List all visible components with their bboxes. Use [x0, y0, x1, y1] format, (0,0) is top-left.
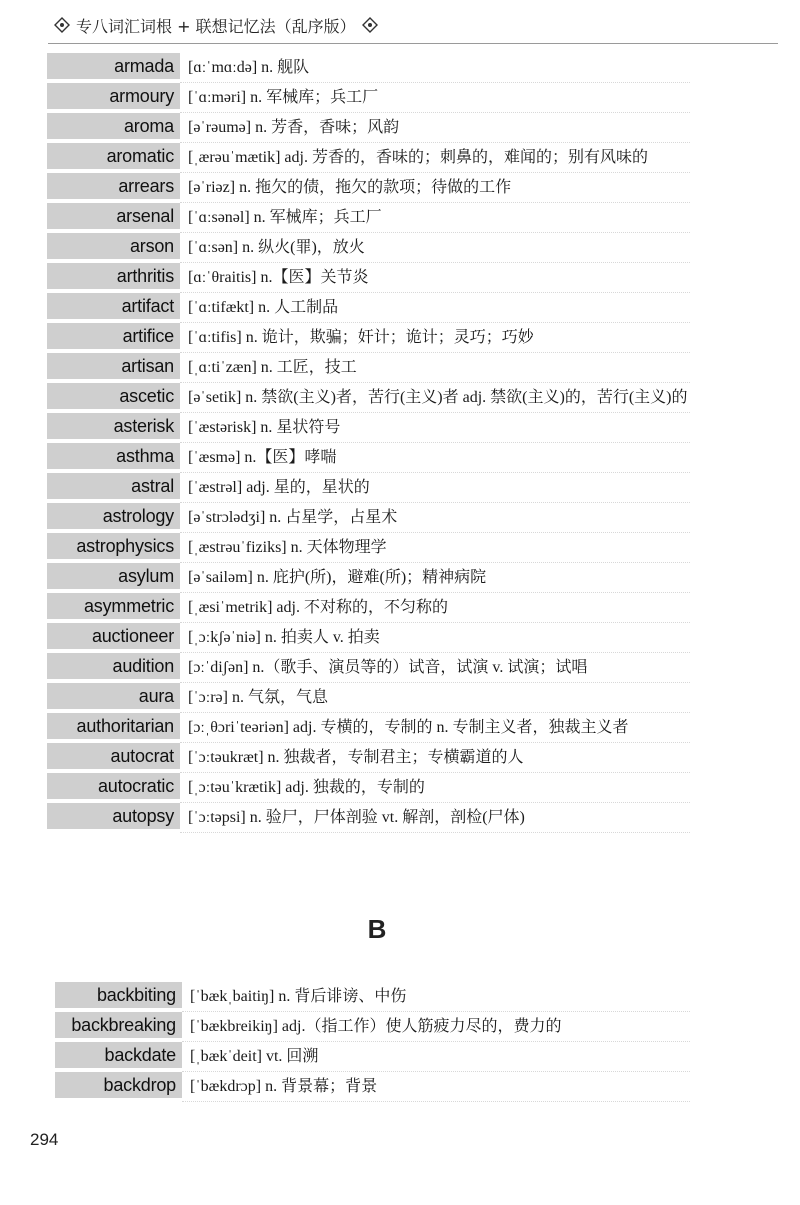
vocab-entry [0, 623, 690, 653]
headword: aroma [47, 113, 180, 139]
headword: asylum [47, 563, 180, 589]
section-letter-heading: B [367, 914, 387, 944]
header-title: 专八词汇词根 + 联想记忆法（乱序版） [76, 16, 356, 36]
definition: [əˈriəz] n. 拖欠的债，拖欠的款项；待做的工作 [180, 173, 690, 203]
headword: autocratic [47, 773, 180, 799]
headword: backbiting [55, 982, 182, 1008]
running-header [48, 10, 778, 40]
headword: ascetic [47, 383, 180, 409]
definition: [ˈbækbreikiŋ] adj.（指工作）使人筋疲力尽的，费力的 [182, 1012, 690, 1042]
vocab-entry [0, 773, 690, 803]
headword: backdate [55, 1042, 182, 1068]
vocab-entry [0, 1012, 690, 1042]
vocab-entry [0, 383, 690, 413]
header-rule [48, 43, 778, 44]
vocab-entry [0, 173, 690, 203]
headword: asterisk [47, 413, 180, 439]
headword: astrology [47, 503, 180, 529]
headword: auctioneer [47, 623, 180, 649]
vocab-entry [0, 593, 690, 623]
vocab-entry [0, 713, 690, 743]
vocab-entry [0, 473, 690, 503]
headword: arrears [47, 173, 180, 199]
headword: aura [47, 683, 180, 709]
headword: arthritis [47, 263, 180, 289]
page-number: 294 [30, 1130, 59, 1149]
definition: [əˈstrɔlədʒi] n. 占星学，占星术 [180, 503, 690, 533]
definition: [ˈæstrəl] adj. 星的，星状的 [180, 473, 690, 503]
headword: artifact [47, 293, 180, 319]
definition: [ˈɔːtəukræt] n. 独裁者，专制君主；专横霸道的人 [180, 743, 690, 773]
vocab-entry [0, 413, 690, 443]
diamond-ornament-icon [362, 17, 378, 33]
vocab-entry [0, 503, 690, 533]
vocab-entry [0, 803, 690, 833]
definition: [ˈæstərisk] n. 星状符号 [180, 413, 690, 443]
definition: [ˌɔːtəuˈkrætik] adj. 独裁的，专制的 [180, 773, 690, 803]
diamond-ornament-icon [54, 17, 70, 33]
vocab-entry [0, 353, 690, 383]
definition: [ɑːˈθraitis] n.【医】关节炎 [180, 263, 690, 293]
definition: [ˌbækˈdeit] vt. 回溯 [182, 1042, 690, 1072]
definition: [ˈæsmə] n.【医】哮喘 [180, 443, 690, 473]
definition: [ˌærəuˈmætik] adj. 芳香的，香味的；刺鼻的，难闻的；别有风味的 [180, 143, 690, 173]
headword: authoritarian [47, 713, 180, 739]
definition: [ɔːˌθɔriˈteəriən] adj. 专横的，专制的 n. 专制主义者，独裁主义者 [180, 713, 690, 743]
definition: [ɑːˈmɑːdə] n. 舰队 [180, 53, 690, 83]
vocab-entry [0, 443, 690, 473]
vocab-entry [0, 233, 690, 263]
headword: astrophysics [47, 533, 180, 559]
vocab-entry [0, 563, 690, 593]
vocab-entry [0, 53, 690, 83]
vocab-entry [0, 293, 690, 323]
vocab-entry [0, 113, 690, 143]
headword: asymmetric [47, 593, 180, 619]
headword: autocrat [47, 743, 180, 769]
vocab-entry [0, 743, 690, 773]
definition: [ˈɔːtəpsi] n. 验尸，尸体剖验 vt. 解剖，剖检(尸体) [180, 803, 690, 833]
definition: [ˌæstrəuˈfiziks] n. 天体物理学 [180, 533, 690, 563]
headword: backbreaking [55, 1012, 182, 1038]
vocab-entry [0, 143, 690, 173]
headword: arsenal [47, 203, 180, 229]
headword: artisan [47, 353, 180, 379]
vocab-entry [0, 323, 690, 353]
entries-section-a [0, 53, 800, 833]
vocab-entry [0, 263, 690, 293]
headword: armada [47, 53, 180, 79]
headword: aromatic [47, 143, 180, 169]
definition: [əˈsailəm] n. 庇护(所)，避难(所)；精神病院 [180, 563, 690, 593]
headword: arson [47, 233, 180, 259]
headword: artifice [47, 323, 180, 349]
definition: [əˈrəumə] n. 芳香，香味；风韵 [180, 113, 690, 143]
definition: [ˈɑːməri] n. 军械库；兵工厂 [180, 83, 690, 113]
headword: autopsy [47, 803, 180, 829]
vocab-entry [0, 982, 690, 1012]
vocab-entry [0, 533, 690, 563]
headword: backdrop [55, 1072, 182, 1098]
definition: [ˌɔːkʃəˈniə] n. 拍卖人 v. 拍卖 [180, 623, 690, 653]
vocab-entry [0, 683, 690, 713]
definition: [ˌɑːtiˈzæn] n. 工匠，技工 [180, 353, 690, 383]
definition: [ˈbækˌbaitiŋ] n. 背后诽谤、中伤 [182, 982, 690, 1012]
definition: [ˈbækdrɔp] n. 背景幕；背景 [182, 1072, 690, 1102]
vocab-entry [0, 653, 690, 683]
vocab-entry [0, 203, 690, 233]
definition: [ˈɑːtifis] n. 诡计，欺骗；奸计；诡计；灵巧；巧妙 [180, 323, 690, 353]
vocab-entry [0, 83, 690, 113]
headword: audition [47, 653, 180, 679]
definition: [ˈɑːsənəl] n. 军械库；兵工厂 [180, 203, 690, 233]
definition: [ɔːˈdiʃən] n.（歌手、演员等的）试音，试演 v. 试演；试唱 [180, 653, 690, 683]
definition: [ˌæsiˈmetrik] adj. 不对称的，不匀称的 [180, 593, 690, 623]
definition: [ˈɔːrə] n. 气氛，气息 [180, 683, 690, 713]
headword: asthma [47, 443, 180, 469]
entries-section-b [0, 982, 800, 1102]
vocab-entry [0, 1072, 690, 1102]
headword: astral [47, 473, 180, 499]
definition: [ˈɑːtifækt] n. 人工制品 [180, 293, 690, 323]
definition: [ˈɑːsən] n. 纵火(罪)，放火 [180, 233, 690, 263]
definition: [əˈsetik] n. 禁欲(主义)者，苦行(主义)者 adj. 禁欲(主义)的，苦行(主义)的 [180, 383, 690, 413]
headword: armoury [47, 83, 180, 109]
vocab-entry [0, 1042, 690, 1072]
